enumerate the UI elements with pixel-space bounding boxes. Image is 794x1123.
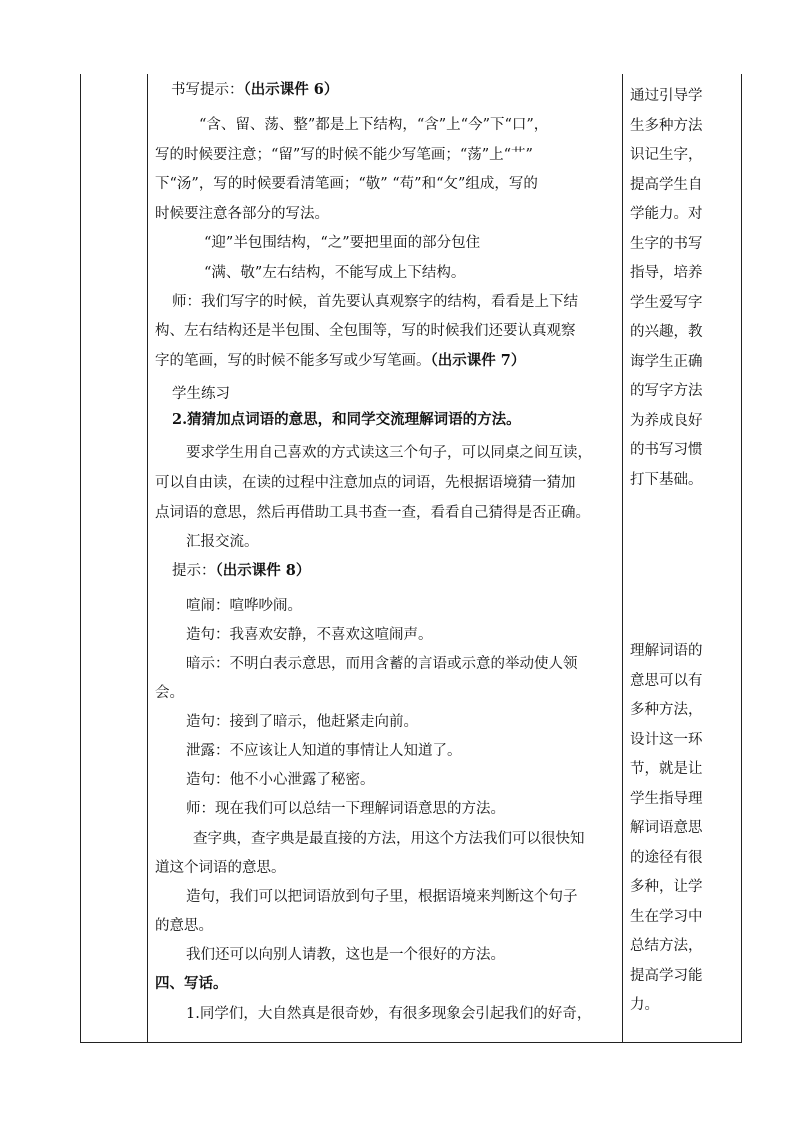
report-line: 汇报交流。 [186,534,259,550]
method-line: 的意思。 [155,918,213,934]
word-sentence: 造句：接到了暗示，他赶紧走向前。 [186,714,418,730]
word-definition: 暗示：不明白表示意思，而用含蓄的言语或示意的举动使人领 [186,656,578,672]
summary-line: 师：现在我们可以总结一下理解词语意思的方法。 [186,801,505,817]
word-definition: 喧闹：喧哗吵闹。 [186,598,302,614]
word-definition: 会。 [155,685,184,701]
hint-2-heading: 提示：（出示课件 8） [172,562,311,579]
section-4-paragraph: 1.同学们，大自然真是很奇妙，有很多现象会引起我们的好奇， [186,1006,592,1022]
method-line: 道这个词语的意思。 [155,860,286,876]
method-line: 我们还可以向别人请教，这也是一个很好的方法。 [186,947,505,963]
writing-hint-heading: 书写提示：（出示课件 6） [171,81,339,98]
word-sentence: 造句：他不小心泄露了秘密。 [186,772,375,788]
hint-paragraph-line: “满、敬”左右结构，不能写成上下结构。 [204,265,466,281]
hint-paragraph-line: “含、留、荡、整”都是上下结构，“含”上“今”下“口”， [199,117,549,133]
column-divider-left [147,74,148,1042]
requirement-line: 要求学生用自己喜欢的方式读这三个句子，可以同桌之间互读， [186,445,592,461]
task-2-title: 2.猜猜加点词语的意思，和同学交流理解词语的方法。 [172,411,521,428]
method-line: 查字典，查字典是最直接的方法，用这个方法我们可以很快知 [193,831,585,847]
method-line: 造句，我们可以把词语放到句子里，根据语境来判断这个句子 [186,889,578,905]
side-note-2: 理解词语的 意思可以有 多种方法， 设计这一环 节，就是让 学生指导理 解词语意思 的途径有很 多种，让学 生在学习中 总结方法， 提高学习能 力。 [630,643,703,1013]
student-practice-label: 学生练习 [172,386,230,402]
teacher-paragraph-line: 构、左右结构还是半包围、全包围等，写的时候我们还要认真观察 [155,323,576,339]
word-sentence: 造句：我喜欢安静，不喜欢这喧闹声。 [186,627,433,643]
section-4-heading: 四、写话。 [155,975,228,992]
hint-paragraph-line: 时候要注意各部分的写法。 [155,206,329,222]
column-divider-right [622,74,623,1042]
word-definition: 泄露：不应该让人知道的事情让人知道了。 [186,743,462,759]
hint-paragraph-line: 写的时候要注意；“留”写的时候不能少写笔画；“荡”上“艹” [155,147,533,163]
teacher-paragraph-line: 师：我们写字的时候，首先要认真观察字的结构，看看是上下结 [172,294,578,310]
side-note-1: 通过引导学 生多种方法 识记生字， 提高学生自 学能力。对 生字的书写 指导，培养 学生爱写字 的兴趣，教 诲学生正确 的写字方法 为养成良好 的书写习惯 打下基础。 [630,88,703,488]
teacher-paragraph-line: 字的笔画，写的时候不能多写或少写笔画。（出示课件 7） [155,352,526,369]
hint-paragraph-line: “迎”半包围结构，“之”要把里面的部分包住 [204,235,481,251]
requirement-line: 点词语的意思，然后再借助工具书查一查，看看自己猜得是否正确。 [155,505,590,521]
hint-paragraph-line: 下“汤”，写的时候要看清笔画；“敬” “苟”和“攵”组成，写的 [155,176,538,192]
requirement-line: 可以自由读，在读的过程中注意加点的词语，先根据语境猜一猜加 [155,475,576,491]
